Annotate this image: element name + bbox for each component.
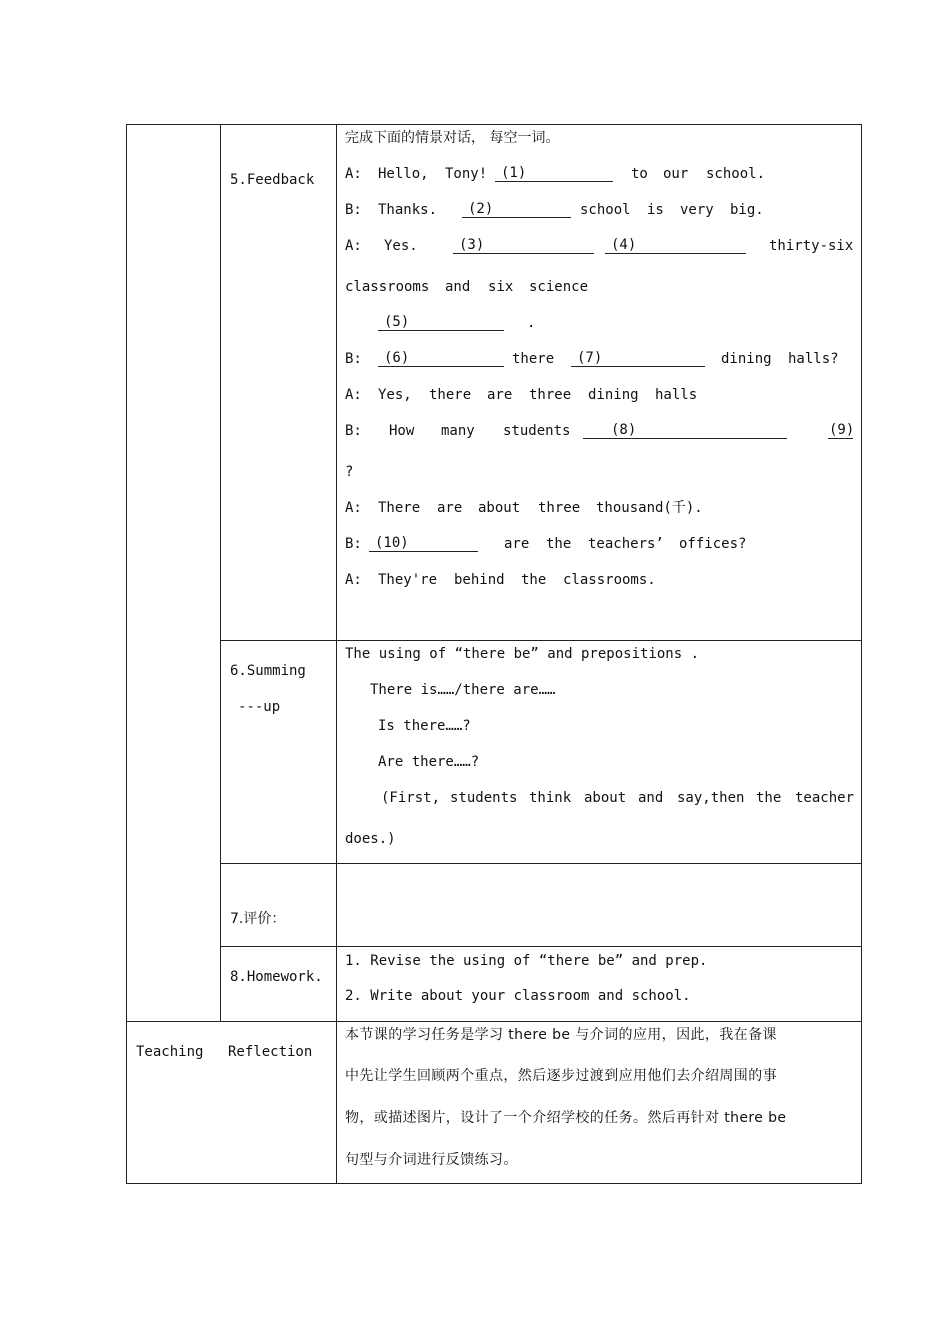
dialogue-word: the [546,536,572,552]
blank-number: (9) [829,422,855,438]
dialogue-word: How [389,423,415,439]
summing-line: Are there……? [378,754,480,770]
dialogue-speaker: B: [345,536,362,552]
dialogue-word: are [487,387,513,403]
dialogue-speaker: A: [345,500,362,516]
homework-item-2: 2. Write about your classroom and school. [345,988,691,1004]
homework-label: 8.Homework. [230,969,323,985]
row-divider-evaluation [220,946,862,947]
evaluation-label: 7.评价： [230,911,286,927]
dialogue-word: very [680,202,714,218]
summing-word: about [584,790,627,806]
reflection-line: 物，或描述图片，设计了一个介绍学校的任务。然后再针对 there be [345,1110,787,1126]
blank-3 [453,237,594,254]
blank-number: (6) [384,350,410,366]
summing-word: and [638,790,664,806]
col-divider-2 [336,124,337,1184]
blank-number: (10) [375,535,409,551]
dialogue-word: many [441,423,475,439]
dialogue-speaker: A: [345,572,362,588]
blank-number: (7) [577,350,603,366]
blank-10 [369,535,478,552]
blank-number: (5) [384,314,410,330]
dialogue-word: students [503,423,571,439]
dialogue-word: thousand(千). [596,500,703,516]
blank-number: (3) [459,237,485,253]
dialogue-word: our [663,166,689,182]
dialogue-word: there [512,351,555,367]
dialogue-word: . [527,315,536,331]
dialogue-word: Yes. [384,238,418,254]
dialogue-word: six [488,279,514,295]
dialogue-word: Hello, [378,166,429,182]
dialogue-word: Thanks. [378,202,438,218]
dialogue-speaker: A: [345,238,362,254]
dialogue-word: They're [378,572,438,588]
dialogue-word: three [538,500,581,516]
dialogue-word: classrooms [345,279,430,295]
blank-4 [605,237,746,254]
blank-number: (2) [468,201,494,217]
blank-6 [378,350,504,367]
dialogue-word: science [529,279,589,295]
row-divider-homework [126,1021,862,1022]
summing-label-cont: ---up [238,699,281,715]
dialogue-word: dining [721,351,772,367]
dialogue-word: about [478,500,521,516]
col-divider-1 [220,124,221,1021]
dialogue-word: three [529,387,572,403]
table-right-border [861,124,862,1184]
dialogue-word: offices? [679,536,747,552]
reflection-line: 中先让学生回顾两个重点，然后逐步过渡到应用他们去介绍周围的事 [345,1068,777,1084]
summing-word: students [450,790,518,806]
row-divider-summing [220,863,862,864]
summing-word: say,then [677,790,745,806]
row-divider-feedback [220,640,862,641]
summing-label: 6.Summing [230,663,306,679]
reflection-label-teaching: Teaching [136,1044,204,1060]
dialogue-word: to [631,166,648,182]
blank-9 [828,422,853,439]
dialogue-word: Yes, [378,387,412,403]
dialogue-word: there [429,387,472,403]
reflection-line: 句型与介词进行反馈练习。 [345,1152,518,1168]
dialogue-word: are [437,500,463,516]
blank-8 [583,422,787,439]
dialogue-word: school [580,202,631,218]
dialogue-speaker: B: [345,351,362,367]
dialogue-word: halls [655,387,698,403]
summing-word: think [529,790,572,806]
dialogue-word: dining [588,387,639,403]
dialogue-word: and [445,279,471,295]
blank-2 [462,201,571,218]
feedback-instruction: 完成下面的情景对话， 每空一词。 [345,130,560,146]
dialogue-word: are [504,536,530,552]
reflection-line: 本节课的学习任务是学习 there be 与介词的应用，因此，我在备课 [345,1027,777,1043]
dialogue-word: is [647,202,664,218]
blank-1 [495,165,613,182]
dialogue-word: classrooms. [563,572,656,588]
homework-item-1: 1. Revise the using of “there be” and prep. [345,953,708,969]
dialogue-word: big. [730,202,764,218]
table-bottom-border [126,1183,862,1184]
dialogue-speaker: B: [345,423,362,439]
blank-number: (8) [611,422,637,438]
summing-line: The using of “there be” and prepositions . [345,646,700,662]
dialogue-word: school. [706,166,766,182]
dialogue-word: thirty-six [769,238,854,254]
feedback-label: 5.Feedback [230,172,315,188]
blank-7 [571,350,705,367]
summing-line: There is……/there are…… [370,682,556,698]
summing-word: (First, [381,790,441,806]
dialogue-speaker: B: [345,202,362,218]
blank-number: (1) [501,165,527,181]
dialogue-speaker: A: [345,166,362,182]
summing-word: teacher [795,790,855,806]
dialogue-word: Tony! [445,166,488,182]
dialogue-word: the [521,572,547,588]
summing-word: the [756,790,782,806]
dialogue-word: halls? [788,351,839,367]
dialogue-word: teachers’ [588,536,664,552]
blank-number: (4) [611,237,637,253]
dialogue-word: ? [345,464,354,480]
table-left-border [126,124,127,1184]
table-top-border [126,124,862,125]
dialogue-speaker: A: [345,387,362,403]
summing-line: Is there……? [378,718,471,734]
dialogue-word: behind [454,572,505,588]
dialogue-word: There [378,500,421,516]
blank-5 [378,314,504,331]
summing-line: does.) [345,831,396,847]
reflection-label-reflection: Reflection [228,1044,313,1060]
